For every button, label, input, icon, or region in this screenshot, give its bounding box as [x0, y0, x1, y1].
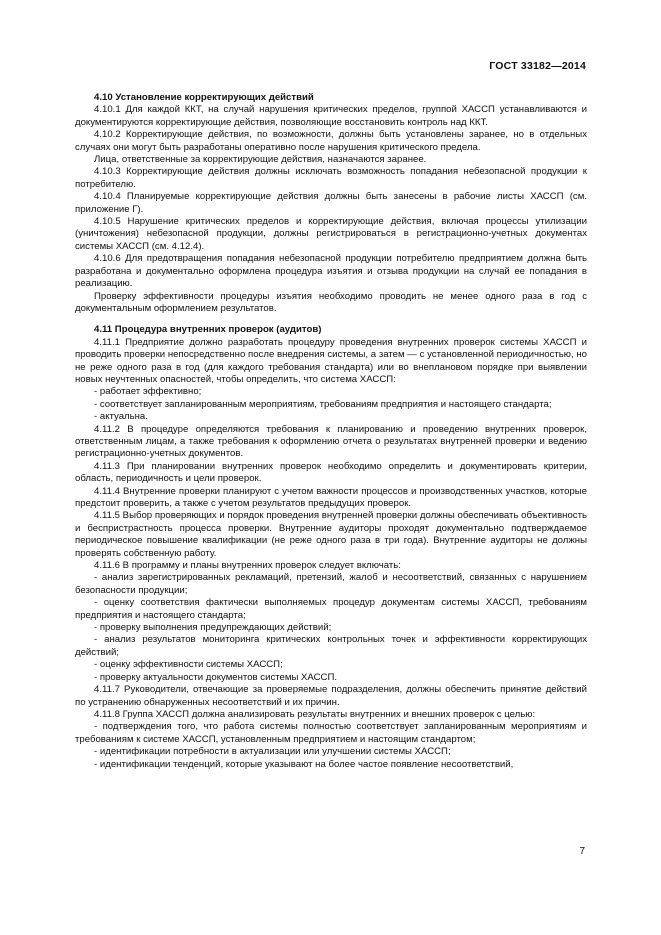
list-item: - оценку соответствия фактически выполняемых процедур документам системы ХАССП, требованиям предприятия и настоящего стандарта; — [75, 597, 587, 621]
list-item: - оценку эффективности системы ХАССП; — [94, 659, 283, 671]
paragraph: 4.11.7 Руководители, отвечающие за проверяемые подразделения, должны обеспечить принятие действий по устранению обнаруженных несоответствий и их причин. — [75, 684, 587, 708]
paragraph: 4.10.3 Корректирующие действия должны исключать возможность попадания небезопасной продукции к потребителю. — [75, 166, 587, 190]
paragraph: 4.11.1 Предприятие должно разработать процедуру проведения внутренних проверок системы ХАССП и проводить проверки непосредственно после внедрения системы, а затем — с установленной периодичностью, но не реже одного раза в год (для каждого требования стандарта) или во внеплановом порядке при выявлении новых неучтенных опасностей, чтобы определить, что система ХАССП: — [75, 336, 587, 385]
list-item: - актуальна. — [94, 411, 148, 423]
paragraph: 4.11.6 В программу и планы внутренних проверок следует включать: — [94, 560, 401, 572]
paragraph: 4.10.6 Для предотвращения попадания небезопасной продукции потребителю предприятием должна быть разработана и документально оформлена процедура изъятия и отзыва продукции на случай ее попадания в реализацию. — [75, 253, 587, 290]
list-item: - проверку актуальности документов системы ХАССП. — [94, 671, 338, 683]
section-title-4-10: 4.10 Установление корректирующих действий — [94, 92, 314, 103]
list-item: - подтверждения того, что работа системы полностью соответствует запланированным мероприятиям и требованиям к системе ХАССП, установленным предприятием и настоящим стандартом; — [75, 721, 587, 745]
list-item: - идентификации потребности в актуализации или улучшении системы ХАССП; — [94, 746, 451, 758]
page-number: 7 — [579, 846, 585, 857]
paragraph: Проверку эффективности процедуры изъятия необходимо проводить не менее одного раза в год с документальным оформлением результатов. — [75, 290, 587, 314]
section-title-4-11: 4.11 Процедура внутренних проверок (аудитов) — [94, 324, 322, 336]
paragraph: 4.10.5 Нарушение критических пределов и корректирующие действия, включая процессы утилизации (уничтожения) небезопасной продукции, должны регистрироваться в регистрационно-учетных документах системы ХАССП (см. 4.12.4). — [75, 216, 587, 252]
list-item: - анализ зарегистрированных рекламаций, претензий, жалоб и несоответствий, связанных с нарушением безопасности продукции; — [75, 572, 587, 596]
paragraph: 4.11.4 Внутренние проверки планируют с учетом важности процессов и производственных участков, которые предстоит проверить, а также с учетом результатов предыдущих проверок. — [75, 485, 587, 509]
paragraph: 4.10.2 Корректирующие действия, по возможности, должны быть установлены заранее, но в отдельных случаях они могут быть разработаны оперативно после нарушения критического предела. — [75, 129, 587, 153]
list-item: - соответствует запланированным мероприятиям, требованиям предприятия и настоящего стандарта; — [94, 398, 552, 410]
list-item: - работает эффективно; — [94, 386, 202, 398]
document-body — [75, 92, 587, 771]
paragraph: 4.11.5 Выбор проверяющих и порядок проведения внутренней проверки должны обеспечивать объективность и беспристрастность процесса проверки. Внутренние аудиторы проходят документально подтверждаемое периодическое повышение квалификации (не реже одного раза в три года). Внутренние аудиторы не должны проверять собственную работу. — [75, 510, 587, 559]
paragraph: 4.11.2 В процедуре определяются требования к планированию и проведению внутренних проверок, ответственным лицам, а также требования к оформлению отчета о результатах внутренней проверки и ведению регистрационно-учетных документов. — [75, 423, 587, 460]
paragraph: 4.11.3 При планировании внутренних проверок необходимо определить и документировать критерии, область, периодичность и цели проверок. — [75, 460, 587, 485]
document-number: ГОСТ 33182—2014 — [489, 60, 586, 72]
paragraph: 4.10.1 Для каждой ККТ, на случай нарушения критических пределов, группой ХАССП устанавливаются и документируются корректирующие действия, позволяющие восстановить контроль над ККТ. — [75, 104, 587, 128]
paragraph: Лица, ответственные за корректирующие действия, назначаются заранее. — [94, 154, 427, 166]
list-item: - идентификации тенденций, которые указывают на более частое появление несоответствий, — [94, 758, 514, 770]
paragraph: 4.11.8 Группа ХАССП должна анализировать результаты внутренних и внешних проверок с целью: — [94, 708, 536, 720]
paragraph: 4.10.4 Планируемые корректирующие действия должны быть занесены в рабочие листы ХАССП (см. приложение Г). — [75, 191, 587, 215]
list-item: - анализ результатов мониторинга критических контрольных точек и эффективности корректирующих действий; — [75, 634, 587, 658]
list-item: - проверку выполнения предупреждающих действий; — [94, 622, 332, 634]
